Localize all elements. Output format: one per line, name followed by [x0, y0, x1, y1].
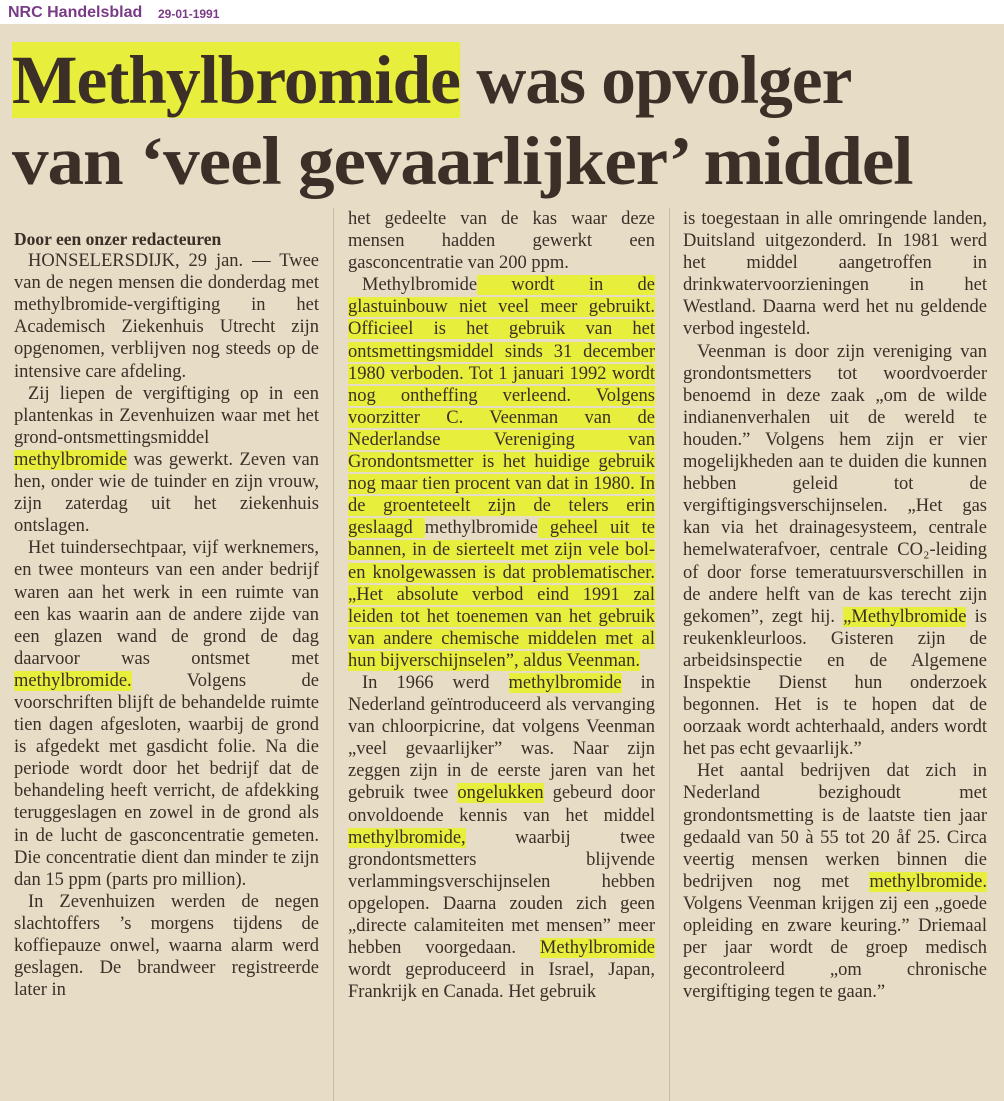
highlighted-term: methylbromide: [14, 449, 128, 470]
paragraph-text: in Nederland geïntroduceerd als vervanging van chloorpicrine, dat volgens Veenman „veel gevaarlijker” was. Naar zijn zeggen zijn in de eerste jaren van het gebruik twee: [348, 672, 655, 804]
paragraph-text: methylbromide: [424, 518, 538, 539]
article-column-1: [14, 228, 319, 1001]
article-paragraph: [348, 672, 655, 1003]
highlighted-term: methylbromide,: [348, 827, 466, 848]
article-paragraph: [683, 341, 987, 761]
highlighted-term: methylbromide.: [14, 670, 132, 691]
paragraph-text: In Zevenhuizen werden de negen slachtoffers ’s morgens tijdens de koffiepauze onwel, waarna alarm werd geslagen. De brandweer registreerde later in: [14, 891, 319, 1001]
column-divider: [669, 208, 670, 1101]
article-paragraph: [14, 537, 319, 891]
newspaper-clipping: [0, 24, 1004, 1101]
paragraph-text: wordt geproduceerd in Israel, Japan, Frankrijk en Canada. Het gebruik: [348, 960, 655, 1003]
headline-line-2: van ‘veel gevaarlijker’ middel: [12, 123, 913, 199]
paragraph-text: waarbij twee grondontsmetters blijvende verlammingsverschijnselen hebben opgelopen. Daarna zouden zich geen „directe calamiteiten met mensen” meer hebben voorgedaan.: [348, 827, 655, 959]
paragraph-text: In 1966 werd: [362, 672, 509, 693]
paragraph-text: het gedeelte van de kas waar deze mensen hadden gewerkt een gasconcentratie van 200 ppm.: [348, 209, 655, 274]
article-column-2: [348, 208, 655, 1003]
article-paragraph: [14, 250, 319, 383]
highlighted-term: geheel uit te bannen, in de sierteelt met zijn vele bol- en knolgewassen is dat problematischer. „Het absolute verbod eind 1991 zal leiden tot het toenemen van het gebruik van andere chemische middelen met al hun bijverschijnselen”, aldus Veenman.: [348, 518, 655, 671]
paragraph-text: was gewerkt. Zeven van hen, onder wie de tuinder en zijn vrouw, zijn zaterdag uit het ziekenhuis ontslagen.: [14, 449, 319, 537]
newspaper-name: NRC Handelsblad: [8, 4, 143, 21]
column-2-body: [348, 208, 655, 1003]
headline-line-1-rest: was opvolger: [459, 42, 852, 118]
paragraph-text: Volgens Veenman krijgen zij een „goede opleiding en zware keuring.” Driemaal per jaar wordt de groep medisch gecontroleerd „om chronische vergiftiging tegen te gaan.”: [683, 893, 987, 1003]
highlighted-term: methylbromide: [508, 672, 622, 693]
paragraph-text: is toegestaan in alle omringende landen, Duitsland uitgezonderd. In 1981 werd het middel aangetroffen in drinkwatervoorzieningen in het Westland. Daarna werd het nu geldende verbod ingesteld.: [683, 209, 987, 340]
article-paragraph: [348, 208, 655, 274]
headline-highlight: Methylbromide: [12, 42, 460, 118]
byline: Door een onzer redacteuren: [14, 229, 222, 249]
article-paragraph: [683, 208, 987, 341]
column-3-body: [683, 208, 987, 1003]
paragraph-text: Het aantal bedrijven dat zich in Nederland bezighoudt met grondontsmetting is de laatste tien jaar gedaald van 50 à 55 tot 20 åf 25. Circa veertig mensen werken binnen die bedrijven nog met: [683, 761, 987, 892]
paragraph-text: Het tuindersechtpaar, vijf werknemers, en twee monteurs van een ander bedrijf waren aan het werk in een ruimte van een kas waarin aan de andere zijde van een glazen wand de grond de dag daarvoor was ontsmet met: [14, 538, 319, 669]
highlighted-term: Methylbromide: [539, 938, 655, 959]
article-paragraph: [14, 891, 319, 1001]
column-1-body: [14, 250, 319, 1001]
highlighted-term: methylbromide.: [869, 871, 987, 892]
paragraph-text: Zij liepen de vergiftiging op in een plantenkas in Zevenhuizen waar met het grond-ontsmettingsmiddel: [14, 383, 319, 448]
publication-date: 29-01-1991: [158, 7, 220, 21]
article-paragraph: [683, 760, 987, 1003]
paragraph-text: Methylbromide: [362, 275, 478, 296]
paragraph-text: HONSELERSDIJK, 29 jan. — Twee van de negen mensen die donderdag met methylbromide-vergiftiging in het Academisch Ziekenhuis Utrecht zijn opgenomen, verblijven nog steeds op de intensive care afdeling.: [14, 251, 319, 382]
paragraph-text: gebeurd door onvoldoende kennis van het middel: [348, 783, 655, 826]
column-divider: [333, 208, 334, 1101]
paragraph-text: Veenman is door zijn vereniging van grondontsmetters tot woordvoerder benoemd in deze zaak „om de wilde indianenverhalen uit de wereld te houden.” Volgens hem zijn er vier mogelijkheden aan te duiden die kunnen hebben geleid tot de vergiftigingsverschijnselen. „Het gas kan via het drainagesysteem, centrale hemelwaterafvoer, centrale CO₂-leiding of door forse temeratuursverschillen in de andere helft van de kas terecht zijn gekomen”, zegt hij.: [683, 341, 987, 627]
article-column-3: [683, 208, 987, 1003]
paragraph-text: Volgens de voorschriften blijft de behandelde ruimte tien dagen afgesloten, waarbij de grond is afgedekt met gasdicht folie. Na die periode wordt door het bedrijf dat de behandeling heeft verricht, de afdekking teruggeslagen en zowel in de grond als in de lucht de gasconcentratie gemeten. Die concentratie dient dan minder te zijn dan 15 ppm (parts pro million).: [14, 670, 319, 890]
masthead: [0, 0, 1004, 24]
highlighted-term: ongelukken: [457, 783, 544, 804]
headline-line-1: [12, 42, 851, 118]
article-paragraph: [348, 274, 655, 672]
highlighted-term: wordt in de glastuinbouw niet veel meer gebruikt. Officieel is het gebruik van het ontsmettingsmiddel sinds 31 december 1980 verboden. Tot 1 januari 1992 wordt nog ontheffing verleend. Volgens voorzitter C. Veenman van de Nederlandse Vereniging van Grondontsmetter is het huidige gebruik nog maar tien procent van dat in 1980. In de groenteteelt zijn de telers erin geslaagd: [348, 275, 655, 539]
article-paragraph: [14, 383, 319, 538]
paragraph-text: is reukenkleurloos. Gisteren zijn de arbeidsinspectie en de Algemene Inspektie Dienst hun onderzoek begonnen. Het is te hopen dat de oorzaak wordt achterhaald, anders wordt het pas echt gevaarlijk.”: [683, 606, 987, 760]
highlighted-term: „Methylbromide: [843, 606, 967, 627]
